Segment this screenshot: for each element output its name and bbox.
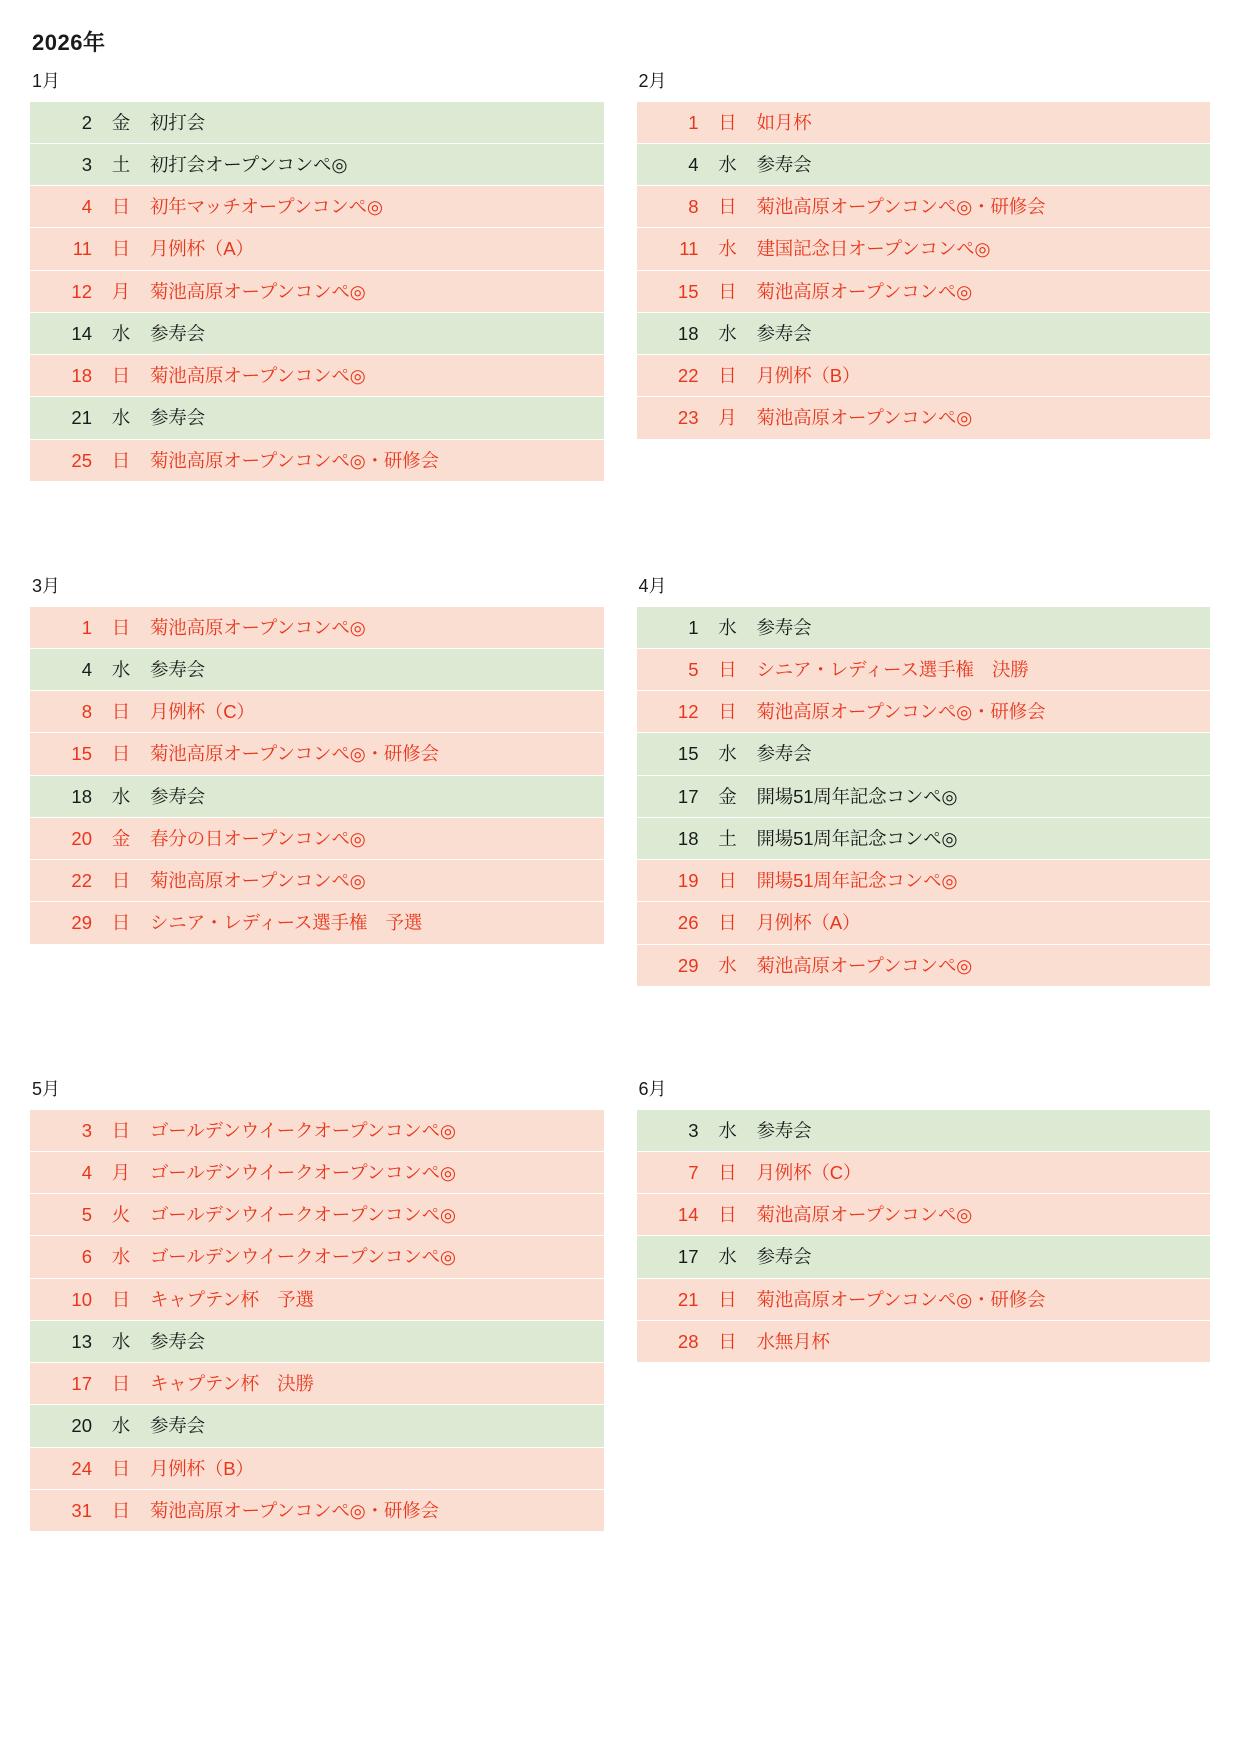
event-name: キャプテン杯 決勝 [150,1363,604,1404]
page-title: 2026年 [32,30,106,55]
weekday-label: 月 [92,271,150,312]
day-number: 5 [637,649,699,690]
event-name: 参寿会 [757,144,1211,185]
event-name: 菊池高原オープンコンペ◎・研修会 [757,691,1211,732]
day-number: 12 [30,271,92,312]
weekday-label: 日 [699,1152,757,1193]
table-row [637,776,1211,817]
weekday-label: 水 [92,313,150,354]
month-block-may [30,1079,604,1532]
month-block-april [637,576,1211,987]
weekday-label: 日 [92,186,150,227]
table-row [637,271,1211,312]
event-name: 参寿会 [150,649,604,690]
event-name: 菊池高原オープンコンペ◎・研修会 [150,733,604,774]
weekday-label: 金 [699,776,757,817]
table-row [637,691,1211,732]
row-spacer [30,482,1210,576]
day-number: 8 [30,691,92,732]
month-label: 6月 [638,1078,667,1099]
event-name: 菊池高原オープンコンペ◎・研修会 [757,1279,1211,1320]
day-number: 18 [30,355,92,396]
event-name: 開場51周年記念コンペ◎ [757,818,1211,859]
event-name: 参寿会 [757,733,1211,774]
table-row [637,945,1211,986]
table-row [30,691,604,732]
event-name: 参寿会 [150,397,604,438]
month-label: 5月 [32,1078,61,1099]
weekday-label: 日 [92,860,150,901]
day-number: 17 [30,1363,92,1404]
event-name: 菊池高原オープンコンペ◎ [757,1194,1211,1235]
table-body [30,607,604,944]
day-number: 23 [637,397,699,438]
table-row [30,818,604,859]
event-name: 菊池高原オープンコンペ◎ [757,271,1211,312]
event-name: 参寿会 [757,607,1211,648]
month-schedule-table [30,606,604,945]
weekday-label: 土 [92,144,150,185]
table-row [30,1236,604,1277]
event-name: 菊池高原オープンコンペ◎・研修会 [150,1490,604,1531]
table-body [637,607,1211,986]
table-row [637,102,1211,143]
event-name: 春分の日オープンコンペ◎ [150,818,604,859]
table-row [30,1279,604,1320]
month-label: 2月 [638,71,667,91]
weekday-label: 日 [92,1279,150,1320]
weekday-label: 土 [699,818,757,859]
event-name: 建国記念日オープンコンペ◎ [757,228,1211,269]
day-number: 28 [637,1321,699,1362]
event-name: 初年マッチオープンコンペ◎ [150,186,604,227]
weekday-label: 月 [92,1152,150,1193]
weekday-label: 水 [92,397,150,438]
table-body [637,102,1211,439]
table-row [30,1363,604,1404]
day-number: 17 [637,776,699,817]
weekday-label: 水 [699,144,757,185]
day-number: 1 [637,607,699,648]
event-name: 菊池高原オープンコンペ◎ [757,397,1211,438]
month-schedule-table [637,1109,1211,1364]
day-number: 11 [30,228,92,269]
weekday-label: 日 [699,902,757,943]
event-name: 菊池高原オープンコンペ◎ [150,271,604,312]
month-label: 1月 [32,71,61,91]
weekday-label: 日 [699,1194,757,1235]
day-number: 17 [637,1236,699,1277]
weekday-label: 日 [92,228,150,269]
event-name: 開場51周年記念コンペ◎ [757,860,1211,901]
table-row [637,144,1211,185]
event-name: 参寿会 [757,313,1211,354]
event-name: 参寿会 [150,1405,604,1446]
table-row [30,1321,604,1362]
weekday-label: 日 [92,733,150,774]
day-number: 7 [637,1152,699,1193]
weekday-label: 水 [699,733,757,774]
event-name: 参寿会 [757,1110,1211,1151]
event-name: ゴールデンウイークオープンコンペ◎ [150,1194,604,1235]
table-row [30,271,604,312]
day-number: 3 [637,1110,699,1151]
weekday-label: 日 [92,607,150,648]
table-row [30,860,604,901]
event-name: 参寿会 [150,313,604,354]
weekday-label: 水 [92,1236,150,1277]
event-name: 如月杯 [757,102,1211,143]
table-row [30,186,604,227]
weekday-label: 日 [699,355,757,396]
month-schedule-table [30,101,604,482]
event-name: 水無月杯 [757,1321,1211,1362]
day-number: 6 [30,1236,92,1277]
day-number: 12 [637,691,699,732]
day-number: 1 [637,102,699,143]
weekday-label: 日 [92,355,150,396]
table-row [637,649,1211,690]
weekday-label: 水 [699,607,757,648]
day-number: 8 [637,186,699,227]
table-row [637,1152,1211,1193]
weekday-label: 日 [699,691,757,732]
event-name: ゴールデンウイークオープンコンペ◎ [150,1236,604,1277]
month-label: 4月 [638,575,667,596]
event-name: 菊池高原オープンコンペ◎・研修会 [757,186,1211,227]
table-row [637,228,1211,269]
weekday-label: 月 [699,397,757,438]
weekday-label: 日 [699,649,757,690]
day-number: 15 [637,271,699,312]
weekday-label: 日 [92,1490,150,1531]
event-name: 初打会オープンコンペ◎ [150,144,604,185]
day-number: 4 [30,649,92,690]
day-number: 18 [637,313,699,354]
table-row [30,733,604,774]
weekday-label: 水 [92,776,150,817]
month-label: 3月 [32,575,61,596]
table-row [30,397,604,438]
month-block-january [30,71,604,482]
weekday-label: 日 [92,691,150,732]
event-name: 月例杯（A） [757,902,1211,943]
table-row [30,1110,604,1151]
table-row [637,1321,1211,1362]
table-row [30,313,604,354]
table-row [637,397,1211,438]
table-body [30,1110,604,1532]
month-block-february [637,71,1211,482]
day-number: 31 [30,1490,92,1531]
day-number: 26 [637,902,699,943]
day-number: 20 [30,1405,92,1446]
event-name: ゴールデンウイークオープンコンペ◎ [150,1110,604,1151]
day-number: 4 [30,1152,92,1193]
day-number: 2 [30,102,92,143]
event-name: 月例杯（B） [150,1448,604,1489]
weekday-label: 火 [92,1194,150,1235]
table-row [637,902,1211,943]
event-name: 参寿会 [757,1236,1211,1277]
event-name: 菊池高原オープンコンペ◎ [150,860,604,901]
day-number: 21 [637,1279,699,1320]
weekday-label: 水 [699,945,757,986]
event-name: ゴールデンウイークオープンコンペ◎ [150,1152,604,1193]
table-row [637,1236,1211,1277]
table-row [30,440,604,481]
weekday-label: 水 [699,1236,757,1277]
table-row [30,228,604,269]
day-number: 29 [637,945,699,986]
month-block-march [30,576,604,987]
month-row-3 [30,1079,1210,1532]
table-body [637,1110,1211,1363]
weekday-label: 日 [699,186,757,227]
weekday-label: 金 [92,818,150,859]
month-schedule-table [30,1109,604,1533]
day-number: 5 [30,1194,92,1235]
table-row [637,1194,1211,1235]
table-row [637,733,1211,774]
event-name: 開場51周年記念コンペ◎ [757,776,1211,817]
day-number: 3 [30,144,92,185]
table-body [30,102,604,481]
table-row [30,1490,604,1531]
day-number: 21 [30,397,92,438]
weekday-label: 日 [699,1279,757,1320]
table-row [637,186,1211,227]
day-number: 4 [637,144,699,185]
row-spacer [30,987,1210,1079]
day-number: 25 [30,440,92,481]
weekday-label: 日 [92,1448,150,1489]
day-number: 10 [30,1279,92,1320]
day-number: 22 [30,860,92,901]
day-number: 19 [637,860,699,901]
table-row [637,313,1211,354]
weekday-label: 日 [699,102,757,143]
weekday-label: 水 [92,1405,150,1446]
weekday-label: 金 [92,102,150,143]
event-name: 月例杯（C） [757,1152,1211,1193]
weekday-label: 日 [92,902,150,943]
day-number: 13 [30,1321,92,1362]
day-number: 3 [30,1110,92,1151]
table-row [30,607,604,648]
event-name: 菊池高原オープンコンペ◎ [150,607,604,648]
event-name: 月例杯（C） [150,691,604,732]
weekday-label: 水 [92,1321,150,1362]
table-row [637,1279,1211,1320]
table-row [30,649,604,690]
table-row [30,776,604,817]
month-row-1 [30,71,1210,482]
table-row [637,818,1211,859]
event-name: 菊池高原オープンコンペ◎・研修会 [150,440,604,481]
event-name: 菊池高原オープンコンペ◎ [757,945,1211,986]
day-number: 11 [637,228,699,269]
weekday-label: 水 [699,1110,757,1151]
day-number: 24 [30,1448,92,1489]
month-schedule-table [637,606,1211,987]
month-row-2 [30,576,1210,987]
weekday-label: 日 [92,1110,150,1151]
weekday-label: 日 [92,440,150,481]
event-name: 参寿会 [150,1321,604,1362]
table-row [637,860,1211,901]
day-number: 15 [637,733,699,774]
weekday-label: 日 [699,860,757,901]
table-row [637,607,1211,648]
table-row [30,355,604,396]
day-number: 29 [30,902,92,943]
day-number: 15 [30,733,92,774]
event-name: 初打会 [150,102,604,143]
day-number: 4 [30,186,92,227]
table-row [30,1405,604,1446]
table-row [30,902,604,943]
day-number: 20 [30,818,92,859]
event-name: キャプテン杯 予選 [150,1279,604,1320]
table-row [30,1152,604,1193]
day-number: 18 [637,818,699,859]
month-block-june [637,1079,1211,1532]
day-number: 18 [30,776,92,817]
event-name: 月例杯（A） [150,228,604,269]
day-number: 22 [637,355,699,396]
weekday-label: 水 [699,228,757,269]
month-schedule-table [637,101,1211,440]
day-number: 14 [30,313,92,354]
table-row [30,144,604,185]
weekday-label: 水 [699,313,757,354]
months-grid [30,71,1210,1532]
weekday-label: 日 [92,1363,150,1404]
day-number: 1 [30,607,92,648]
table-row [30,102,604,143]
table-row [30,1194,604,1235]
weekday-label: 日 [699,1321,757,1362]
day-number: 14 [637,1194,699,1235]
event-name: 菊池高原オープンコンペ◎ [150,355,604,396]
table-row [637,355,1211,396]
event-name: シニア・レディース選手権 決勝 [757,649,1211,690]
event-name: 参寿会 [150,776,604,817]
weekday-label: 水 [92,649,150,690]
table-row [637,1110,1211,1151]
table-row [30,1448,604,1489]
event-name: 月例杯（B） [757,355,1211,396]
event-name: シニア・レディース選手権 予選 [150,902,604,943]
weekday-label: 日 [699,271,757,312]
